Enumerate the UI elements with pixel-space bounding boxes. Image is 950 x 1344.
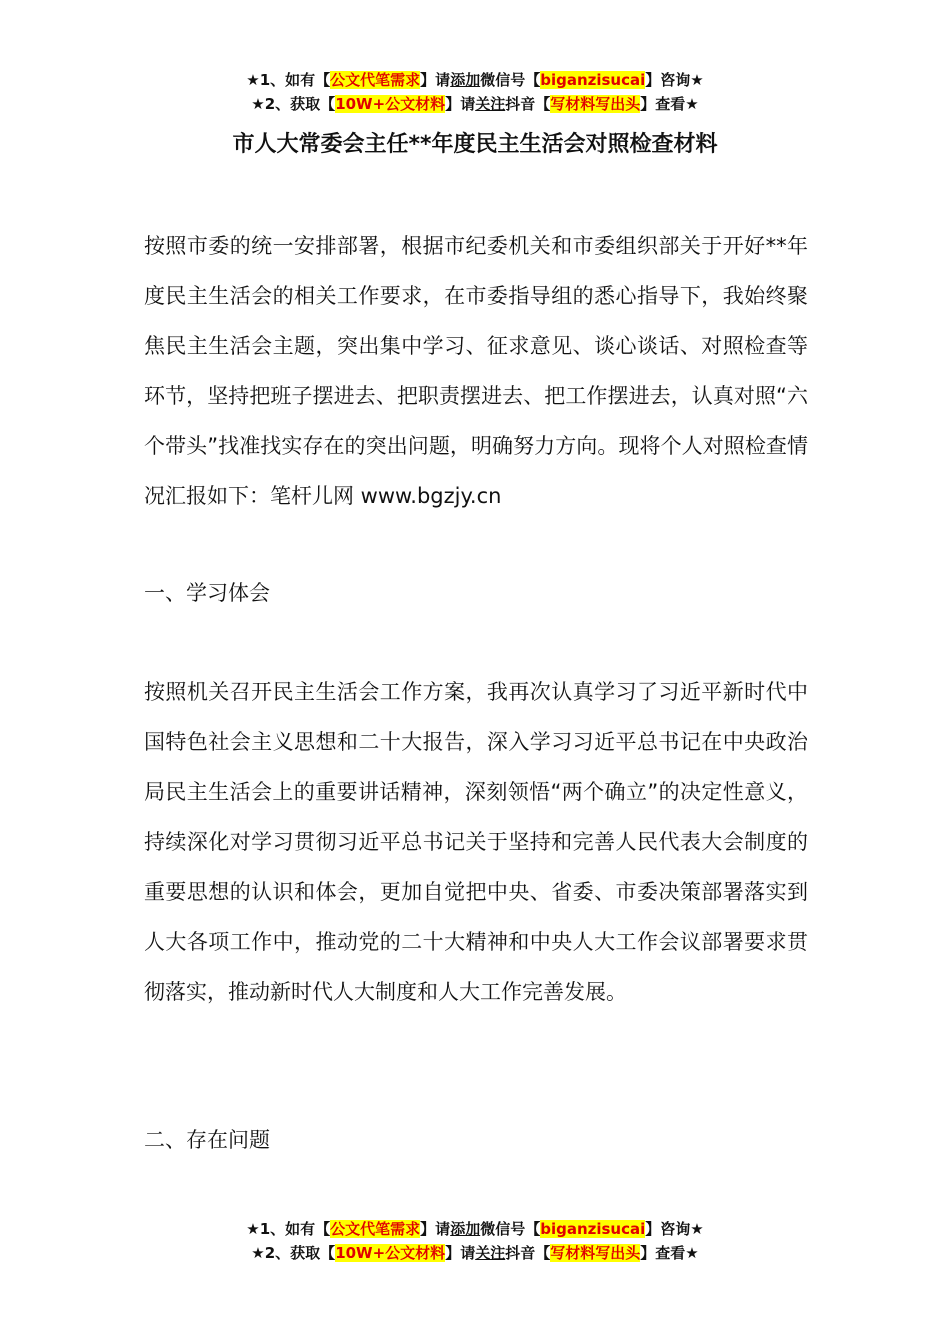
section-heading-text: 一、学习体会 bbox=[144, 581, 270, 605]
section-1-paragraph bbox=[144, 667, 808, 1017]
banner-underline: 添加 bbox=[450, 71, 481, 89]
banner-wechat-id: biganzisucai bbox=[540, 1220, 646, 1238]
banner-highlight: 公文代笔需求 bbox=[330, 1220, 421, 1238]
banner-text: ★1、如有【 bbox=[246, 1220, 331, 1238]
banner-line-2 bbox=[0, 1241, 950, 1265]
banner-text: 微信号【 bbox=[480, 1220, 541, 1238]
section-2-heading bbox=[144, 1115, 808, 1165]
banner-text: 抖音【 bbox=[505, 95, 551, 113]
banner-text: 】请 bbox=[445, 1244, 476, 1262]
banner-text: 】咨询★ bbox=[645, 1220, 704, 1238]
banner-text: 抖音【 bbox=[505, 1244, 551, 1262]
document-title: 市人大常委会主任**年度民主生活会对照检查材料 bbox=[232, 132, 718, 157]
banner-underline: 关注 bbox=[475, 95, 506, 113]
banner-text: 】请 bbox=[420, 1220, 451, 1238]
footer-banner bbox=[0, 1217, 950, 1265]
banner-highlight: 10W+公文材料 bbox=[335, 1244, 446, 1262]
header-banner bbox=[0, 68, 950, 116]
banner-line-2 bbox=[0, 92, 950, 116]
banner-underline: 添加 bbox=[450, 1220, 481, 1238]
section-heading-text: 二、存在问题 bbox=[144, 1128, 270, 1152]
banner-text: ★1、如有【 bbox=[246, 71, 331, 89]
banner-text: 】请 bbox=[445, 95, 476, 113]
section-1-heading bbox=[144, 568, 808, 618]
banner-highlight: 10W+公文材料 bbox=[335, 95, 446, 113]
banner-line-1 bbox=[0, 1217, 950, 1241]
section-body-text: 按照机关召开民主生活会工作方案，我再次认真学习了习近平新时代中国特色社会主义思想和二十大报告，深入学习习近平总书记在中央政治局民主生活会上的重要讲话精神，深刻领悟“两个确立”的决定性意义，持续深化对学习贯彻习近平总书记关于坚持和完善人民代表大会制度的重要思想的认识和体会，更加自觉把中央、省委、市委决策部署落实到人大各项工作中，推动党的二十大精神和中央人大工作会议部署要求贯彻落实，推动新时代人大制度和人大工作完善发展。 bbox=[144, 680, 808, 1004]
banner-wechat-id: biganzisucai bbox=[540, 71, 646, 89]
banner-text: 】咨询★ bbox=[645, 71, 704, 89]
banner-douyin-id: 写材料写出头 bbox=[550, 1244, 641, 1262]
banner-text: 微信号【 bbox=[480, 71, 541, 89]
intro-paragraph bbox=[144, 221, 808, 521]
banner-text: ★2、获取【 bbox=[251, 1244, 336, 1262]
banner-text: 】查看★ bbox=[640, 95, 699, 113]
banner-text: 】请 bbox=[420, 71, 451, 89]
banner-underline: 关注 bbox=[475, 1244, 506, 1262]
banner-text: 】查看★ bbox=[640, 1244, 699, 1262]
banner-highlight: 公文代笔需求 bbox=[330, 71, 421, 89]
banner-douyin-id: 写材料写出头 bbox=[550, 95, 641, 113]
intro-text: 按照市委的统一安排部署，根据市纪委机关和市委组织部关于开好**年度民主生活会的相关工作要求，在市委指导组的悉心指导下，我始终聚焦民主生活会主题，突出集中学习、征求意见、谈心谈话、对照检查等环节，坚持把班子摆进去、把职责摆进去、把工作摆进去，认真对照“六个带头”找准找实存在的突出问题，明确努力方向。现将个人对照检查情况汇报如下：笔杆儿网 www.bgzjy.cn bbox=[144, 234, 808, 508]
banner-line-1 bbox=[0, 68, 950, 92]
banner-text: ★2、获取【 bbox=[251, 95, 336, 113]
